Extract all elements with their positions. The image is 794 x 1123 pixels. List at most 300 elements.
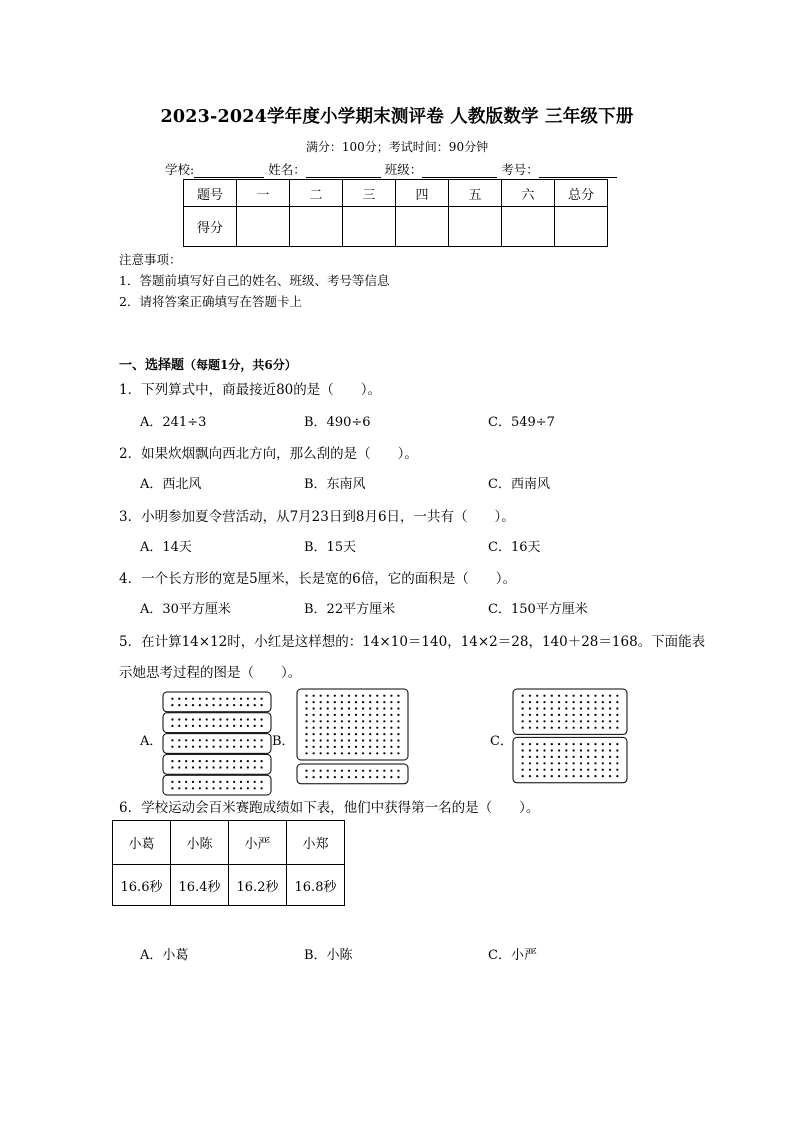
dot	[376, 739, 378, 741]
dot	[602, 743, 604, 745]
dot	[327, 770, 329, 772]
dot-group-frame	[163, 775, 271, 795]
dot	[320, 701, 322, 703]
dot	[355, 776, 357, 778]
question-stem: 5．在计算14×12时，小红是这样想的：14×10＝140，14×2＝28，140＋28＝168。下面能表	[119, 634, 706, 650]
dot	[185, 739, 187, 741]
dot	[305, 770, 307, 772]
score-col: 二	[290, 180, 343, 207]
dot	[334, 714, 336, 716]
dot	[616, 769, 618, 771]
dot	[199, 760, 201, 762]
dot	[565, 769, 567, 771]
dot	[355, 727, 357, 729]
dot	[327, 776, 329, 778]
dot	[171, 760, 173, 762]
dot	[334, 739, 336, 741]
dot	[320, 733, 322, 735]
question-stem: 4．一个长方形的宽是5厘米，长是宽的6倍，它的面积是（ ）。	[119, 571, 517, 587]
dot	[171, 698, 173, 700]
dot	[212, 746, 214, 748]
dot	[219, 739, 221, 741]
dot	[594, 756, 596, 758]
dot	[327, 746, 329, 748]
dot	[558, 707, 560, 709]
dot	[219, 760, 221, 762]
dot	[558, 756, 560, 758]
dot	[543, 749, 545, 751]
dot	[233, 781, 235, 783]
dot	[362, 707, 364, 709]
option-a[interactable]: A．30平方厘米	[140, 602, 231, 617]
dot	[247, 760, 249, 762]
dot	[522, 775, 524, 777]
dot	[390, 746, 392, 748]
dot	[587, 714, 589, 716]
dot	[320, 695, 322, 697]
dot	[355, 707, 357, 709]
dot	[551, 701, 553, 703]
dot	[362, 720, 364, 722]
dot	[313, 752, 315, 754]
dot	[602, 695, 604, 697]
section-points: （每题1分，共6分）	[184, 358, 297, 372]
dot	[362, 727, 364, 729]
dot	[369, 720, 371, 722]
dot	[212, 787, 214, 789]
dot	[192, 739, 194, 741]
dot	[383, 701, 385, 703]
dot	[185, 760, 187, 762]
dot	[390, 720, 392, 722]
option-c[interactable]: C．	[490, 734, 513, 749]
dot	[171, 704, 173, 706]
dot	[397, 695, 399, 697]
dot	[529, 695, 531, 697]
option-c[interactable]: C．549÷7	[488, 415, 555, 430]
dot	[212, 698, 214, 700]
dot	[594, 743, 596, 745]
dot	[565, 762, 567, 764]
dot	[192, 781, 194, 783]
score-col: 四	[396, 180, 449, 207]
dot	[240, 787, 242, 789]
dot	[355, 695, 357, 697]
dot	[587, 756, 589, 758]
dot	[383, 695, 385, 697]
dot	[383, 776, 385, 778]
dot	[522, 714, 524, 716]
dot	[587, 727, 589, 729]
dot	[185, 787, 187, 789]
dot	[594, 769, 596, 771]
dot	[543, 695, 545, 697]
dot	[390, 707, 392, 709]
dot	[327, 695, 329, 697]
dot-figure-a[interactable]	[163, 692, 271, 795]
dot	[212, 718, 214, 720]
dot	[355, 752, 357, 754]
dot	[522, 749, 524, 751]
dot	[543, 720, 545, 722]
dot	[206, 739, 208, 741]
dot	[536, 749, 538, 751]
dot	[313, 727, 315, 729]
dot	[543, 727, 545, 729]
dot	[226, 704, 228, 706]
score-col: 总分	[555, 180, 608, 207]
dot	[334, 720, 336, 722]
score-time-info: 满分：100分；考试时间：90分钟	[305, 140, 489, 154]
option-b[interactable]: B．东南风	[304, 477, 366, 492]
dot	[369, 746, 371, 748]
dot	[580, 701, 582, 703]
dot	[536, 727, 538, 729]
dot	[199, 739, 201, 741]
dot	[594, 720, 596, 722]
dot	[573, 749, 575, 751]
dot	[616, 749, 618, 751]
dot	[226, 698, 228, 700]
dot	[369, 727, 371, 729]
dot	[369, 752, 371, 754]
dot	[348, 727, 350, 729]
dot	[369, 739, 371, 741]
dot	[587, 701, 589, 703]
dot	[602, 727, 604, 729]
dot	[185, 704, 187, 706]
question-stem: 3．小明参加夏令营活动，从7月23日到8月6日，一共有（ ）。	[119, 509, 515, 525]
dot	[536, 707, 538, 709]
dot	[573, 769, 575, 771]
dot-group-frame	[163, 734, 271, 754]
dot	[602, 720, 604, 722]
dot	[594, 762, 596, 764]
dot	[327, 720, 329, 722]
option-b[interactable]: B．	[272, 734, 295, 749]
dot	[383, 739, 385, 741]
dot	[522, 743, 524, 745]
dot	[185, 746, 187, 748]
dot	[192, 746, 194, 748]
dot	[558, 714, 560, 716]
score-row-label: 题号	[184, 180, 237, 207]
dot	[348, 695, 350, 697]
dot	[522, 707, 524, 709]
dot	[192, 698, 194, 700]
dot-group-frame	[297, 689, 408, 760]
option-b[interactable]: B．22平方厘米	[304, 602, 396, 617]
dot	[565, 775, 567, 777]
race-times-row	[113, 865, 345, 906]
dot	[219, 704, 221, 706]
race-names-row	[113, 821, 345, 865]
dot	[348, 752, 350, 754]
dot	[320, 739, 322, 741]
dot	[543, 714, 545, 716]
dot	[573, 756, 575, 758]
dot	[334, 733, 336, 735]
option-a[interactable]: A．241÷3	[140, 415, 207, 430]
dot	[587, 775, 589, 777]
dot	[609, 775, 611, 777]
dot	[616, 756, 618, 758]
dot	[212, 760, 214, 762]
dot	[558, 743, 560, 745]
dot	[341, 739, 343, 741]
runner-time: 16.4秒	[171, 865, 229, 906]
dot	[558, 720, 560, 722]
dot	[529, 762, 531, 764]
dot	[587, 769, 589, 771]
dot	[390, 695, 392, 697]
dot	[247, 781, 249, 783]
dot	[327, 739, 329, 741]
option-a[interactable]: A．	[140, 734, 163, 749]
dot	[551, 756, 553, 758]
race-results-table	[112, 820, 345, 906]
option-c[interactable]: C．16天	[488, 540, 541, 555]
dot	[602, 756, 604, 758]
dot	[383, 727, 385, 729]
dot	[185, 718, 187, 720]
dot	[260, 746, 262, 748]
dot	[341, 707, 343, 709]
dot	[551, 695, 553, 697]
dot	[383, 770, 385, 772]
option-c[interactable]: C．小严	[488, 948, 537, 963]
runner-name: 小严	[229, 821, 287, 865]
dot	[226, 718, 228, 720]
dot	[609, 762, 611, 764]
dot	[260, 718, 262, 720]
dot	[362, 701, 364, 703]
dot	[171, 746, 173, 748]
dot	[376, 707, 378, 709]
dot	[397, 714, 399, 716]
dot	[376, 720, 378, 722]
dot	[178, 704, 180, 706]
dot-figure-c[interactable]	[513, 689, 627, 783]
dot	[551, 727, 553, 729]
dot	[536, 775, 538, 777]
dot	[240, 766, 242, 768]
dot	[543, 769, 545, 771]
dot	[536, 756, 538, 758]
dot	[254, 698, 256, 700]
dot	[522, 762, 524, 764]
dot	[522, 769, 524, 771]
dot	[327, 752, 329, 754]
dot	[178, 781, 180, 783]
dot	[206, 781, 208, 783]
score-label: 得分	[184, 207, 237, 247]
option-b[interactable]: B．15天	[304, 540, 357, 555]
dot	[376, 770, 378, 772]
score-col: 三	[343, 180, 396, 207]
dot	[192, 704, 194, 706]
dot	[390, 776, 392, 778]
dot	[260, 698, 262, 700]
dot	[320, 776, 322, 778]
dot	[573, 720, 575, 722]
dot	[609, 727, 611, 729]
dot	[565, 756, 567, 758]
dot	[260, 766, 262, 768]
dot	[206, 787, 208, 789]
dot	[206, 698, 208, 700]
dot	[376, 752, 378, 754]
dot	[254, 787, 256, 789]
dot	[313, 707, 315, 709]
dot	[397, 752, 399, 754]
dot	[551, 775, 553, 777]
option-a[interactable]: A．14天	[140, 540, 192, 555]
dot	[334, 695, 336, 697]
dot	[226, 725, 228, 727]
dot	[397, 776, 399, 778]
dot	[254, 760, 256, 762]
dot	[587, 695, 589, 697]
dot	[199, 746, 201, 748]
dot	[594, 701, 596, 703]
option-b[interactable]: B．小陈	[304, 948, 353, 963]
dot	[362, 752, 364, 754]
dot	[609, 701, 611, 703]
option-c[interactable]: C．西南风	[488, 477, 550, 492]
dot	[397, 701, 399, 703]
dot	[260, 787, 262, 789]
dot-group-frame	[163, 713, 271, 733]
dot	[397, 720, 399, 722]
dot	[609, 714, 611, 716]
dot	[206, 766, 208, 768]
dot	[305, 752, 307, 754]
dot	[313, 714, 315, 716]
dot	[305, 733, 307, 735]
dot	[247, 698, 249, 700]
dot	[397, 707, 399, 709]
dot	[212, 781, 214, 783]
dot	[206, 746, 208, 748]
dot	[522, 756, 524, 758]
dot	[580, 720, 582, 722]
dot	[199, 787, 201, 789]
dot	[616, 695, 618, 697]
dot	[233, 739, 235, 741]
dot	[616, 727, 618, 729]
dot	[334, 770, 336, 772]
dot	[320, 714, 322, 716]
dot	[529, 743, 531, 745]
dot	[543, 775, 545, 777]
dot	[616, 743, 618, 745]
dot	[185, 698, 187, 700]
dot	[320, 770, 322, 772]
dot	[529, 769, 531, 771]
dot	[192, 718, 194, 720]
dot	[362, 776, 364, 778]
option-b[interactable]: B．490÷6	[304, 415, 371, 430]
dot	[522, 701, 524, 703]
dot	[313, 733, 315, 735]
dot	[348, 746, 350, 748]
dot	[369, 707, 371, 709]
dot	[341, 701, 343, 703]
dot	[226, 781, 228, 783]
dot	[219, 746, 221, 748]
dot	[327, 714, 329, 716]
dot	[313, 739, 315, 741]
dot	[565, 701, 567, 703]
dot	[390, 739, 392, 741]
dot	[334, 701, 336, 703]
dot	[390, 733, 392, 735]
runner-time: 16.6秒	[113, 865, 171, 906]
dot	[199, 781, 201, 783]
dot	[192, 760, 194, 762]
dot	[247, 725, 249, 727]
dot	[305, 746, 307, 748]
dot	[320, 720, 322, 722]
dot	[254, 704, 256, 706]
dot	[565, 720, 567, 722]
dot	[573, 701, 575, 703]
dot	[602, 769, 604, 771]
dot	[171, 787, 173, 789]
dot	[594, 727, 596, 729]
runner-time: 16.8秒	[287, 865, 345, 906]
dot	[580, 743, 582, 745]
dot	[362, 770, 364, 772]
dot	[390, 701, 392, 703]
dot	[178, 725, 180, 727]
dot	[383, 733, 385, 735]
dot	[390, 714, 392, 716]
option-a[interactable]: A．小葛	[140, 948, 189, 963]
dot	[609, 743, 611, 745]
dot-figure-b[interactable]	[297, 689, 408, 784]
dot	[233, 725, 235, 727]
dot	[247, 704, 249, 706]
dot-group-frame	[163, 754, 271, 774]
dot	[305, 701, 307, 703]
dot	[171, 718, 173, 720]
dot	[609, 695, 611, 697]
dot	[341, 714, 343, 716]
dot	[334, 776, 336, 778]
dot	[260, 739, 262, 741]
dot	[383, 752, 385, 754]
dot	[587, 720, 589, 722]
dot	[580, 727, 582, 729]
option-c[interactable]: C．150平方厘米	[488, 602, 588, 617]
dot	[573, 775, 575, 777]
dot	[341, 727, 343, 729]
dot	[305, 714, 307, 716]
dot	[254, 718, 256, 720]
dot	[233, 718, 235, 720]
dot	[565, 727, 567, 729]
dot	[305, 727, 307, 729]
dot	[313, 695, 315, 697]
dot	[362, 733, 364, 735]
option-a[interactable]: A．西北风	[140, 477, 202, 492]
dot	[348, 733, 350, 735]
dot	[240, 718, 242, 720]
dot	[199, 698, 201, 700]
dot	[240, 739, 242, 741]
